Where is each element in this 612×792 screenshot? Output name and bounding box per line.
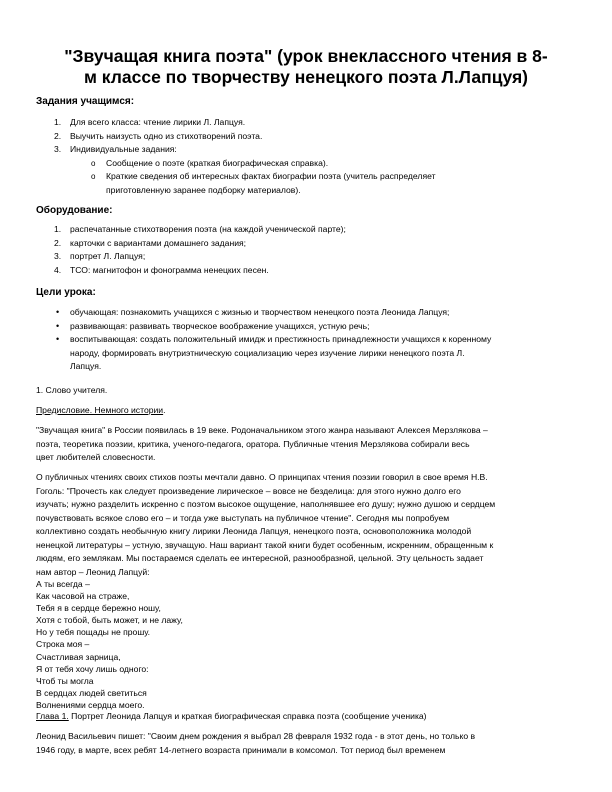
equipment-heading: Оборудование: xyxy=(36,205,113,216)
tasks-sublist xyxy=(90,157,436,198)
poem xyxy=(36,578,183,711)
list-item: 4. ТСО: магнитофон и фонограмма ненецких песен. xyxy=(54,264,269,275)
poem-line: Тебя я в сердце бережно ношу, xyxy=(36,603,161,614)
poem-line: В сердцах людей светиться xyxy=(36,687,147,698)
paragraph-3: Леонид Васильевич пишет: "Своим днем рождения я выбрал 28 февраля 1932 года - в этот день, но только в 1946 году, в марте, всех ребят 14-летнего возраста принимали в комсомол. Тот период был временем xyxy=(36,731,476,755)
poem-line: Счастливая зарница, xyxy=(36,651,121,662)
poem-line: Как часовой на страже, xyxy=(36,591,130,602)
list-item: o Сообщение о поэте (краткая биографическая справка). xyxy=(91,157,329,168)
poem-line: А ты всегда – xyxy=(36,579,90,589)
list-item: 1. распечатанные стихотворения поэта (на каждой ученической парте); xyxy=(54,224,346,234)
tasks-heading: Задания учащимся: xyxy=(36,96,135,107)
list-item: • воспитывающая: создать положительный имидж и престижность принадлежности учащихся к коренному народу, формировать внутриэтническую социализацию через изучение лирики ненецкого поэта Л. Лапцуя. xyxy=(56,334,492,371)
teacher-word: 1. Слово учителя. xyxy=(36,385,108,395)
list-item: 1. Для всего класса: чтение лирики Л. Лапцуя. xyxy=(54,117,246,127)
list-item: 2. Выучить наизусть одно из стихотворений поэта. xyxy=(54,130,263,141)
poem-line: Волнениями сердца моего. xyxy=(36,699,145,710)
poem-line: Строка моя – xyxy=(36,639,90,650)
list-item: o Краткие сведения об интересных фактах биографии поэта (учитель распределяет приготовленную заранее подборку материалов). xyxy=(91,171,436,195)
paragraph-1: "Звучащая книга" в России появилась в 19 веке. Родоначальником этого жанра называют Алексея Мерзлякова – поэта, теоретика поэзии, критика, ученого-педагога, оратора. Публичные чтения Мерзлякова собирали весь цвет любителей словесности. xyxy=(36,425,488,462)
chapter-1-heading: Глава 1. Портрет Леонида Лапцуя и краткая биографическая справка поэта (сообщение ученика) xyxy=(36,711,427,721)
poem-line: Чтоб ты могла xyxy=(36,675,94,686)
preface-heading: Предисловие. Немного истории. xyxy=(36,405,166,415)
document-title xyxy=(30,46,582,88)
list-item: • развивающая: развивать творческое воображение учащихся, устную речь; xyxy=(56,320,370,331)
poem-line: Но у тебя пощады не прошу. xyxy=(36,627,151,638)
goals-list xyxy=(54,306,491,374)
poem-line: Я от тебя хочу лишь одного: xyxy=(36,663,149,674)
title-line-2: м классе по творчеству ненецкого поэта Л.Лапцуя) xyxy=(83,67,528,87)
poem-line: Хотя с тобой, быть может, и не лажу, xyxy=(36,615,183,626)
list-item: 3. портрет Л. Лапцуя; xyxy=(54,251,146,261)
tasks-list xyxy=(54,116,436,197)
goals-heading: Цели урока: xyxy=(36,287,96,298)
title-line-1: "Звучащая книга поэта" (урок внеклассного чтения в 8- xyxy=(64,46,548,66)
list-item: 3. Индивидуальные задания: o Сообщение о поэте (краткая биографическая справка). o Краткие сведения об интересных фактах биографии поэта (учитель распределяет приготовленную заранее подборку материалов). xyxy=(54,143,436,197)
equipment-list xyxy=(54,223,346,277)
paragraph-2: О публичных чтениях своих стихов поэты мечтали давно. О принципах чтения поэзии говорил в свое время Н.В. Гоголь: "Прочесть как следует произведение лирическое – вовсе не безделица: для этого нужно долго его изучать; нужно разделить искренно с поэтом высокое ощущение, наполнявшее его душу; нужно душою и сердцем почувствовать всякое слово его – и тогда уже выступать на публичное чтение". Сегодня мы попробуем коллективно создать необычную книгу лирики Леонида Лапцуя, ненецкого поэта, основоположника молодой ненецкой литературы – устную, звучащую. Наш вариант такой книги будет особенным, искренним, обращенным к людям, его землякам. Мы постараемся сделать ее интересной, разнообразной, цельной. Эту цельность задает нам автор – Леонид Лапцуй: xyxy=(36,472,496,577)
list-item: • обучающая: познакомить учащихся с жизнью и творчеством ненецкого поэта Леонида Лапцуя; xyxy=(56,307,450,317)
list-item: 2. карточки с вариантами домашнего задания; xyxy=(54,237,247,248)
